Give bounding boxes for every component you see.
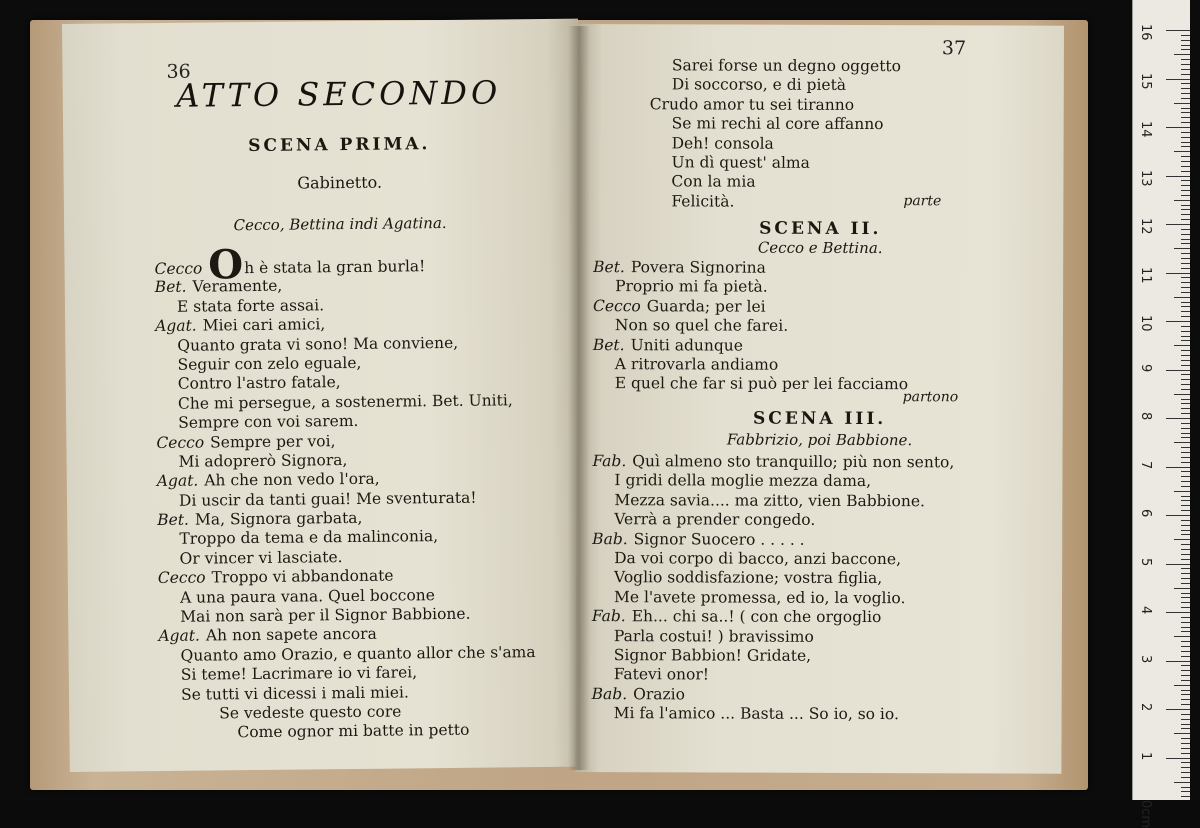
ruler-tick: [1181, 549, 1190, 550]
ruler-number: 3: [1138, 654, 1153, 663]
line-text: Me l'avete promessa, ed io, la voglio.: [613, 587, 906, 607]
speaker-name: Cecco: [157, 568, 206, 588]
drop-cap: O: [208, 241, 244, 289]
ruler-tick: [1181, 631, 1190, 632]
verse-line: [650, 134, 901, 154]
speaker-name: Bet.: [593, 258, 625, 277]
line-text: A ritrovarla andiamo: [614, 355, 779, 374]
speaker-name: Cecco: [592, 296, 641, 316]
ruler-number: 2: [1138, 703, 1153, 712]
ruler-tick: [1181, 45, 1190, 46]
line-text: Miei cari amici,: [202, 315, 326, 335]
ruler-tick: [1181, 302, 1190, 303]
line-text: Ah non sapete ancora: [205, 625, 377, 645]
ruler-tick: [1181, 593, 1190, 594]
ruler-tick: [1181, 607, 1190, 608]
ruler-number: 11: [1138, 266, 1153, 284]
aria-lines: [649, 56, 901, 212]
line-text: Povera Signorina: [630, 258, 766, 277]
ruler-tick: [1181, 350, 1190, 351]
ruler-tick: [1181, 413, 1190, 414]
verse-line: [650, 114, 901, 134]
line-text: Troppo da tema e da malinconia,: [179, 527, 439, 549]
verse-line: [593, 316, 908, 336]
scene3-title: SCENA III.: [752, 408, 887, 430]
verse-line: [593, 355, 908, 375]
ruler-tick: [1181, 627, 1190, 628]
ruler-tick: [1181, 694, 1190, 695]
ruler-tick: [1181, 433, 1190, 434]
ruler-number: 16: [1138, 24, 1153, 41]
ruler-tick: [1174, 345, 1190, 346]
speaker-name: Bet.: [154, 278, 187, 297]
ruler-tick: [1174, 151, 1190, 152]
ruler-number: 15: [1138, 72, 1153, 90]
ruler-tick: [1181, 496, 1190, 497]
ruler-tick: [1181, 268, 1190, 269]
ruler-tick: [1181, 510, 1190, 511]
ruler-tick: [1181, 704, 1190, 705]
ruler-tick: [1181, 583, 1190, 584]
ruler-tick: [1181, 205, 1190, 206]
ruler-tick: [1166, 661, 1190, 662]
line-text: Signor Suocero . . . . .: [633, 529, 805, 549]
speaker-name: Cecco: [154, 259, 203, 279]
line-text: Ah che non vedo l'ora,: [204, 469, 380, 490]
line-text: Veramente,: [192, 277, 283, 297]
ruler-tick: [1181, 462, 1190, 463]
ruler-tick: [1181, 772, 1190, 773]
ruler-tick: [1181, 49, 1190, 50]
ruler-tick: [1174, 394, 1190, 395]
ruler-tick: [1181, 762, 1190, 763]
verse-line: [592, 471, 954, 492]
ruler-tick: [1181, 190, 1190, 191]
scene2-title: SCENA II.: [759, 218, 882, 240]
ruler-tick: [1181, 559, 1190, 560]
ruler-tick: [1181, 292, 1190, 293]
verse-line: [592, 588, 954, 609]
line-text: h è stata la gran burla!: [244, 257, 426, 278]
line-text: E quel che far si può per lei facciamo: [614, 374, 909, 394]
line-text: Quì almeno sto tranquillo; più non sento,: [632, 452, 955, 472]
ruler-tick: [1181, 360, 1190, 361]
ruler-tick: [1181, 146, 1190, 147]
ruler-tick: [1181, 171, 1190, 172]
book-gutter: [568, 26, 590, 770]
ruler-tick: [1181, 646, 1190, 647]
line-text: Con la mia: [671, 172, 756, 191]
ruler-tick: [1181, 641, 1190, 642]
ruler-tick: [1181, 195, 1190, 196]
line-text: Contro l'astro fatale,: [177, 373, 341, 394]
ruler-tick: [1181, 767, 1190, 768]
line-text: Se vedeste questo core: [219, 702, 402, 723]
speaker-name: Bab.: [591, 684, 628, 703]
verse-line: [650, 76, 901, 96]
ruler-tick: [1166, 79, 1190, 80]
verse-line: [593, 374, 908, 394]
ruler-tick: [1174, 54, 1190, 55]
verse-line: [593, 336, 908, 356]
ruler-tick: [1181, 457, 1190, 458]
scene2-characters: Cecco e Bettina.: [757, 238, 883, 258]
line-text: Felicità.: [671, 192, 735, 211]
speaker-name: Bet.: [157, 510, 190, 530]
ruler-tick: [1181, 428, 1190, 429]
ruler-tick: [1181, 336, 1190, 337]
ruler-tick: [1174, 442, 1190, 443]
ruler-number: 7: [1138, 460, 1153, 469]
line-text: Se tutti vi dicessi i mali miei.: [180, 682, 409, 704]
ruler-tick: [1181, 699, 1190, 700]
ruler-number: 14: [1138, 121, 1153, 138]
ruler-tick: [1181, 355, 1190, 356]
ruler-tick: [1181, 680, 1190, 681]
ruler-tick: [1181, 132, 1190, 133]
verse-line: [592, 704, 954, 725]
ruler-tick: [1181, 331, 1190, 332]
ruler-tick: [1181, 748, 1190, 749]
ruler-tick: [1174, 539, 1190, 540]
ruler-tick: [1181, 69, 1190, 70]
ruler-tick: [1181, 728, 1190, 729]
line-text: Un dì quest' alma: [671, 153, 810, 172]
ruler-number: 0cm: [1138, 800, 1153, 828]
speaker-name: Agat.: [155, 316, 197, 336]
line-text: Proprio mi fa pietà.: [615, 277, 768, 297]
ruler-number: 8: [1138, 412, 1153, 421]
ruler-tick: [1181, 180, 1190, 181]
line-text: Come ognor mi batte in petto: [237, 721, 470, 742]
ruler-tick: [1181, 277, 1190, 278]
ruler-tick: [1181, 239, 1190, 240]
ruler-tick: [1181, 743, 1190, 744]
ruler-tick: [1181, 64, 1190, 65]
line-text: Verrà a prender congedo.: [614, 510, 816, 530]
ruler-tick: [1181, 476, 1190, 477]
ruler-tick: [1181, 525, 1190, 526]
ruler-tick: [1181, 98, 1190, 99]
ruler-tick: [1181, 40, 1190, 41]
measuring-ruler: [1132, 0, 1190, 828]
ruler-tick: [1166, 224, 1190, 225]
ruler-tick: [1181, 326, 1190, 327]
verse-line: [592, 510, 954, 531]
ruler-tick: [1181, 665, 1190, 666]
act-title: ATTO SECONDO: [176, 73, 502, 115]
page-number-left: 36: [166, 60, 191, 83]
ruler-tick: [1181, 675, 1190, 676]
ruler-tick: [1181, 796, 1190, 797]
ruler-tick: [1174, 588, 1190, 589]
ruler-tick: [1181, 597, 1190, 598]
ruler-tick: [1181, 447, 1190, 448]
line-text: Quanto grata vi sono! Ma conviene,: [177, 333, 459, 355]
ruler-tick: [1181, 156, 1190, 157]
ruler-tick: [1174, 636, 1190, 637]
line-text: Ma, Signora garbata,: [194, 508, 363, 529]
ruler-tick: [1166, 176, 1190, 177]
line-text: Deh! consola: [671, 133, 774, 153]
verse-line: [592, 665, 954, 686]
line-text: Mezza savia.... ma zitto, vien Babbione.: [614, 490, 925, 510]
ruler-tick: [1166, 564, 1190, 565]
line-text: Crudo amor tu sei tiranno: [649, 95, 855, 114]
ruler-number: 10: [1138, 315, 1153, 332]
line-text: Uniti adunque: [630, 335, 743, 355]
ruler-tick: [1166, 758, 1190, 759]
ruler-tick: [1166, 30, 1190, 31]
ruler-tick: [1181, 379, 1190, 380]
ruler-tick: [1181, 306, 1190, 307]
ruler-tick: [1181, 88, 1190, 89]
ruler-tick: [1181, 59, 1190, 60]
scene3-lines: [592, 452, 955, 725]
speaker-name: Fab.: [592, 452, 627, 471]
ruler-tick: [1181, 481, 1190, 482]
verse-line: [593, 258, 908, 278]
ruler-tick: [1174, 782, 1190, 783]
ruler-number: 12: [1138, 218, 1153, 235]
ruler-number: 5: [1138, 557, 1153, 566]
verse-line: [650, 95, 901, 115]
verse-line: [592, 491, 954, 512]
ruler-tick: [1166, 321, 1190, 322]
verse-line: [649, 153, 900, 173]
scene-location: Gabinetto.: [297, 172, 383, 193]
verse-line: [592, 530, 954, 551]
ruler-tick: [1181, 578, 1190, 579]
ruler-tick: [1181, 35, 1190, 36]
line-text: Parla costui! ) bravissimo: [613, 626, 814, 646]
ruler-tick: [1181, 243, 1190, 244]
verse-line: [650, 56, 901, 76]
ruler-tick: [1181, 787, 1190, 788]
line-text: Mai non sarà per il Signor Babbione.: [180, 604, 471, 626]
ruler-tick: [1174, 103, 1190, 104]
scene2-lines: [593, 258, 909, 395]
line-text: Orazio: [633, 684, 686, 704]
ruler-tick: [1166, 273, 1190, 274]
ruler-tick: [1181, 471, 1190, 472]
ruler-number: 13: [1138, 169, 1153, 187]
ruler-tick: [1181, 500, 1190, 501]
ruler-tick: [1181, 137, 1190, 138]
verse-line: [592, 568, 954, 589]
ruler-tick: [1181, 219, 1190, 220]
ruler-tick: [1181, 258, 1190, 259]
ruler-tick: [1181, 142, 1190, 143]
line-text: Mi adoprerò Signora,: [178, 450, 348, 471]
ruler-tick: [1181, 112, 1190, 113]
ruler-tick: [1181, 399, 1190, 400]
ruler-tick: [1181, 316, 1190, 317]
line-text: Di uscir da tanti guai! Me sventurata!: [178, 488, 477, 510]
speaker-name: Cecco: [156, 433, 205, 452]
line-text: Sarei forse un degno oggetto: [671, 56, 902, 76]
ruler-tick: [1181, 423, 1190, 424]
left-page: [62, 19, 586, 772]
verse-line: [593, 277, 908, 297]
line-text: Se mi rechi al core affanno: [671, 114, 884, 134]
ruler-tick: [1174, 491, 1190, 492]
ruler-tick: [1181, 753, 1190, 754]
ruler-tick: [1181, 340, 1190, 341]
ruler-number: 1: [1138, 751, 1153, 760]
speaker-name: Bab.: [592, 529, 628, 548]
ruler-tick: [1174, 685, 1190, 686]
right-page: [575, 24, 1064, 774]
ruler-tick: [1181, 161, 1190, 162]
line-text: Seguir con zelo eguale,: [177, 353, 362, 374]
ruler-tick: [1181, 209, 1190, 210]
ruler-tick: [1181, 602, 1190, 603]
ruler-tick: [1181, 520, 1190, 521]
ruler-tick: [1181, 185, 1190, 186]
scene-title: SCENA PRIMA.: [248, 134, 431, 157]
line-text: Da voi corpo di bacco, anzi baccone,: [614, 549, 902, 569]
ruler-tick: [1166, 127, 1190, 128]
ruler-tick: [1181, 166, 1190, 167]
line-text: Guarda; per lei: [646, 297, 766, 316]
ruler-tick: [1181, 738, 1190, 739]
ruler-tick: [1181, 437, 1190, 438]
ruler-tick: [1166, 418, 1190, 419]
ruler-tick: [1181, 287, 1190, 288]
ruler-tick: [1174, 733, 1190, 734]
ruler-tick: [1181, 122, 1190, 123]
verse-line: [592, 627, 954, 648]
ruler-tick: [1181, 651, 1190, 652]
line-text: I gridi della moglie mezza dama,: [614, 471, 872, 491]
line-text: Mi fa l'amico ... Basta ... So io, so io.: [613, 704, 899, 724]
ruler-tick: [1181, 554, 1190, 555]
verse-line: [592, 685, 954, 706]
ruler-tick: [1181, 263, 1190, 264]
ruler-number: 4: [1138, 606, 1153, 615]
ruler-tick: [1181, 486, 1190, 487]
ruler-tick: [1166, 515, 1190, 516]
ruler-tick: [1181, 108, 1190, 109]
ruler-tick: [1181, 568, 1190, 569]
ruler-tick: [1181, 403, 1190, 404]
line-text: Di soccorso, e di pietà: [671, 75, 847, 95]
ruler-tick: [1181, 719, 1190, 720]
line-text: Voglio soddisfazione; vostra figlia,: [614, 568, 883, 588]
verse-line: [159, 720, 536, 743]
ruler-tick: [1181, 670, 1190, 671]
ruler-tick: [1181, 690, 1190, 691]
line-text: Sempre con voi sarem.: [178, 412, 359, 432]
ruler-tick: [1181, 777, 1190, 778]
ruler-tick: [1181, 791, 1190, 792]
line-text: Si teme! Lacrimare io vi farei,: [180, 663, 418, 684]
scene3-characters: Fabbrizio, poi Babbione.: [726, 430, 913, 450]
ruler-tick: [1181, 365, 1190, 366]
verse-line: [593, 297, 908, 317]
ruler-tick: [1181, 534, 1190, 535]
ruler-tick: [1174, 297, 1190, 298]
ruler-number: 6: [1138, 509, 1153, 518]
line-text: Sempre per voi,: [210, 431, 336, 451]
ruler-tick: [1181, 229, 1190, 230]
ruler-tick: [1166, 612, 1190, 613]
verse-line: [649, 192, 900, 212]
ruler-tick: [1181, 505, 1190, 506]
scene-characters: Cecco, Bettina indi Agatina.: [233, 213, 447, 235]
line-text: Fatevi onor!: [613, 665, 710, 684]
ruler-tick: [1181, 253, 1190, 254]
ruler-tick: [1181, 234, 1190, 235]
line-text: A una paura vana. Quel boccone: [179, 585, 435, 607]
ruler-tick: [1181, 622, 1190, 623]
ruler-tick: [1166, 709, 1190, 710]
ruler-tick: [1181, 83, 1190, 84]
ruler-tick: [1181, 282, 1190, 283]
ruler-tick: [1181, 544, 1190, 545]
ruler-tick: [1181, 724, 1190, 725]
ruler-tick: [1181, 214, 1190, 215]
line-text: Troppo vi abbandonate: [211, 566, 394, 587]
ruler-number: 9: [1138, 363, 1153, 372]
ruler-tick: [1181, 530, 1190, 531]
ruler-tick: [1181, 573, 1190, 574]
page-number-right: 37: [941, 37, 967, 60]
ruler-tick: [1181, 408, 1190, 409]
stage-direction-parte: parte: [903, 193, 942, 210]
ruler-tick: [1181, 74, 1190, 75]
line-text: Eh... chi sa..! ( con che orgoglio: [631, 607, 882, 627]
speaker-name: Bet.: [592, 335, 625, 354]
ruler-tick: [1181, 389, 1190, 390]
ruler-tick: [1174, 248, 1190, 249]
verse-line: [592, 549, 954, 570]
ruler-tick: [1166, 467, 1190, 468]
ruler-tick: [1181, 384, 1190, 385]
ruler-tick: [1181, 117, 1190, 118]
speaker-name: Agat.: [156, 471, 199, 491]
ruler-tick: [1181, 617, 1190, 618]
ruler-tick: [1181, 311, 1190, 312]
line-text: Signor Babbion! Gridate,: [613, 646, 812, 665]
ruler-tick: [1166, 370, 1190, 371]
verse-line: [592, 452, 954, 473]
speaker-name: Fab.: [591, 607, 626, 626]
verse-line: [592, 646, 954, 667]
left-verse-lines: [154, 241, 536, 744]
ruler-tick: [1181, 656, 1190, 657]
ruler-tick: [1181, 714, 1190, 715]
line-text: Che mi persegue, a sostenermi. Bet. Uniti,: [177, 391, 513, 413]
line-text: Non so quel che farei.: [614, 316, 789, 335]
ruler-tick: [1181, 452, 1190, 453]
verse-line: [592, 607, 954, 628]
line-text: Or vincer vi lasciate.: [179, 547, 343, 568]
ruler-tick: [1181, 374, 1190, 375]
ruler-tick: [1174, 200, 1190, 201]
speaker-name: Agat.: [158, 627, 201, 646]
ruler-tick: [1181, 93, 1190, 94]
line-text: Quanto amo Orazio, e quanto allor che s'ama: [180, 642, 536, 665]
stage-direction-partono: partono: [902, 389, 959, 406]
verse-line: [649, 173, 900, 193]
line-text: E stata forte assai.: [176, 296, 325, 316]
